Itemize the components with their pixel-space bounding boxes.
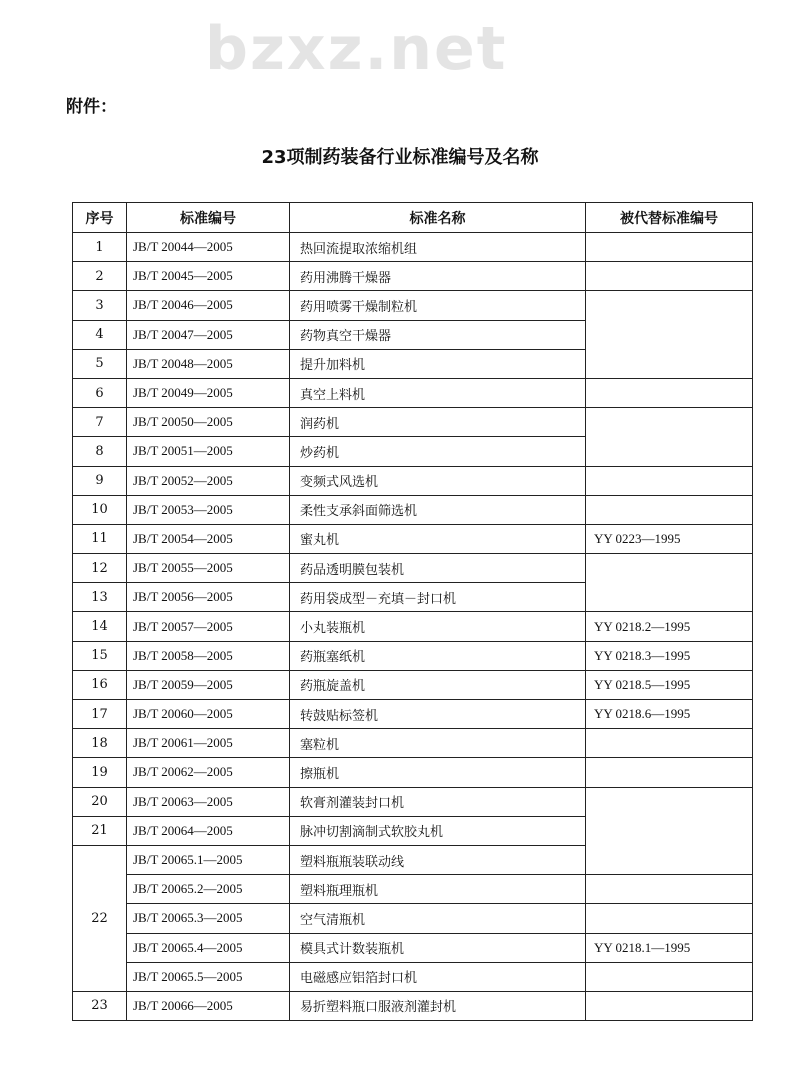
standard-code: JB/T 20050—2005 [127, 408, 290, 437]
standard-code: JB/T 20066—2005 [127, 991, 290, 1020]
document-title: 23项制药装备行业标准编号及名称 [261, 147, 539, 168]
standard-code: JB/T 20056—2005 [127, 583, 290, 612]
standard-name: 药用沸腾干燥器 [290, 262, 586, 291]
replaced-standard-code [586, 262, 753, 291]
col-header-replaced: 被代替标准编号 [586, 203, 753, 233]
standard-name: 转鼓贴标签机 [290, 700, 586, 729]
standard-code: JB/T 20058—2005 [127, 641, 290, 670]
table-row [73, 291, 753, 320]
table-row [73, 700, 753, 729]
standard-name: 变频式风选机 [290, 466, 586, 495]
replaced-standard-code: YY 0218.5—1995 [586, 670, 753, 699]
standard-name: 模具式计数装瓶机 [290, 933, 586, 962]
standard-name: 塑料瓶瓶装联动线 [290, 845, 586, 874]
standard-code: JB/T 20052—2005 [127, 466, 290, 495]
replaced-standard-code [586, 495, 753, 524]
standard-code: JB/T 20053—2005 [127, 495, 290, 524]
watermark: bzxz.net [205, 14, 508, 84]
table-row [73, 729, 753, 758]
standard-name: 药用袋成型－充填－封口机 [290, 583, 586, 612]
standard-code: JB/T 20065.4—2005 [127, 933, 290, 962]
standard-name: 塞粒机 [290, 729, 586, 758]
table-row [73, 933, 753, 962]
standard-code: JB/T 20047—2005 [127, 320, 290, 349]
standard-name: 药瓶塞纸机 [290, 641, 586, 670]
replaced-standard-code [586, 291, 753, 379]
standard-code: JB/T 20065.5—2005 [127, 962, 290, 991]
standard-name: 润药机 [290, 408, 586, 437]
replaced-standard-code: YY 0218.2—1995 [586, 612, 753, 641]
table-row [73, 524, 753, 553]
standard-code: JB/T 20062—2005 [127, 758, 290, 787]
standard-name: 小丸装瓶机 [290, 612, 586, 641]
replaced-standard-code [586, 758, 753, 787]
row-number: 9 [73, 466, 127, 495]
table-row [73, 670, 753, 699]
standard-name: 真空上料机 [290, 378, 586, 407]
replaced-standard-code [586, 875, 753, 904]
row-number: 17 [73, 700, 127, 729]
standard-name: 易折塑料瓶口服液剂灌封机 [290, 991, 586, 1020]
standard-name: 蜜丸机 [290, 524, 586, 553]
table-row [73, 991, 753, 1020]
table-row [73, 758, 753, 787]
replaced-standard-code: YY 0218.3—1995 [586, 641, 753, 670]
standard-code: JB/T 20063—2005 [127, 787, 290, 816]
standard-code: JB/T 20055—2005 [127, 554, 290, 583]
table-row [73, 495, 753, 524]
table-header-row [73, 203, 753, 233]
replaced-standard-code [586, 408, 753, 466]
table-row [73, 904, 753, 933]
replaced-standard-code [586, 378, 753, 407]
standard-name: 炒药机 [290, 437, 586, 466]
standard-name: 药瓶旋盖机 [290, 670, 586, 699]
standard-code: JB/T 20046—2005 [127, 291, 290, 320]
standard-code: JB/T 20051—2005 [127, 437, 290, 466]
col-header-code: 标准编号 [127, 203, 290, 233]
col-header-no: 序号 [73, 203, 127, 233]
replaced-standard-code [586, 991, 753, 1020]
standard-code: JB/T 20049—2005 [127, 378, 290, 407]
standard-code: JB/T 20044—2005 [127, 233, 290, 262]
row-number: 21 [73, 816, 127, 845]
row-number: 6 [73, 378, 127, 407]
standard-code: JB/T 20059—2005 [127, 670, 290, 699]
row-number: 3 [73, 291, 127, 320]
standard-code: JB/T 20048—2005 [127, 349, 290, 378]
standard-code: JB/T 20065.3—2005 [127, 904, 290, 933]
standard-code: JB/T 20060—2005 [127, 700, 290, 729]
table-row [73, 875, 753, 904]
standard-name: 药品透明膜包装机 [290, 554, 586, 583]
row-number: 23 [73, 991, 127, 1020]
standard-code: JB/T 20045—2005 [127, 262, 290, 291]
replaced-standard-code [586, 233, 753, 262]
row-number: 5 [73, 349, 127, 378]
standard-name: 软膏剂灌装封口机 [290, 787, 586, 816]
standard-name: 药用喷雾干燥制粒机 [290, 291, 586, 320]
standard-code: JB/T 20061—2005 [127, 729, 290, 758]
standard-name: 热回流提取浓缩机组 [290, 233, 586, 262]
table-row [73, 262, 753, 291]
table-row [73, 466, 753, 495]
row-number: 4 [73, 320, 127, 349]
row-number: 19 [73, 758, 127, 787]
row-number: 8 [73, 437, 127, 466]
replaced-standard-code [586, 904, 753, 933]
table-row [73, 641, 753, 670]
row-number: 20 [73, 787, 127, 816]
table-row [73, 233, 753, 262]
standard-name: 脉冲切割滴制式软胶丸机 [290, 816, 586, 845]
row-number: 2 [73, 262, 127, 291]
table-row [73, 962, 753, 991]
standard-code: JB/T 20065.1—2005 [127, 845, 290, 874]
row-number: 10 [73, 495, 127, 524]
standard-name: 提升加料机 [290, 349, 586, 378]
replaced-standard-code [586, 466, 753, 495]
row-number: 12 [73, 554, 127, 583]
col-header-name: 标准名称 [290, 203, 586, 233]
replaced-standard-code [586, 787, 753, 875]
replaced-standard-code: YY 0218.6—1995 [586, 700, 753, 729]
standard-code: JB/T 20064—2005 [127, 816, 290, 845]
row-number: 22 [73, 845, 127, 991]
standard-code: JB/T 20065.2—2005 [127, 875, 290, 904]
row-number: 13 [73, 583, 127, 612]
row-number: 7 [73, 408, 127, 437]
standard-name: 电磁感应铝箔封口机 [290, 962, 586, 991]
row-number: 15 [73, 641, 127, 670]
standard-name: 空气清瓶机 [290, 904, 586, 933]
standard-name: 擦瓶机 [290, 758, 586, 787]
replaced-standard-code: YY 0223—1995 [586, 524, 753, 553]
table-row [73, 554, 753, 583]
standard-code: JB/T 20057—2005 [127, 612, 290, 641]
row-number: 18 [73, 729, 127, 758]
standards-table [72, 202, 753, 1021]
replaced-standard-code [586, 554, 753, 612]
table-row [73, 787, 753, 816]
replaced-standard-code [586, 729, 753, 758]
standard-name: 柔性支承斜面筛选机 [290, 495, 586, 524]
standard-name: 塑料瓶理瓶机 [290, 875, 586, 904]
table-row [73, 378, 753, 407]
row-number: 16 [73, 670, 127, 699]
row-number: 14 [73, 612, 127, 641]
standard-code: JB/T 20054—2005 [127, 524, 290, 553]
table-row [73, 612, 753, 641]
table-row [73, 408, 753, 437]
standard-name: 药物真空干燥器 [290, 320, 586, 349]
attachment-label: 附件： [66, 97, 117, 117]
replaced-standard-code: YY 0218.1—1995 [586, 933, 753, 962]
replaced-standard-code [586, 962, 753, 991]
row-number: 1 [73, 233, 127, 262]
row-number: 11 [73, 524, 127, 553]
